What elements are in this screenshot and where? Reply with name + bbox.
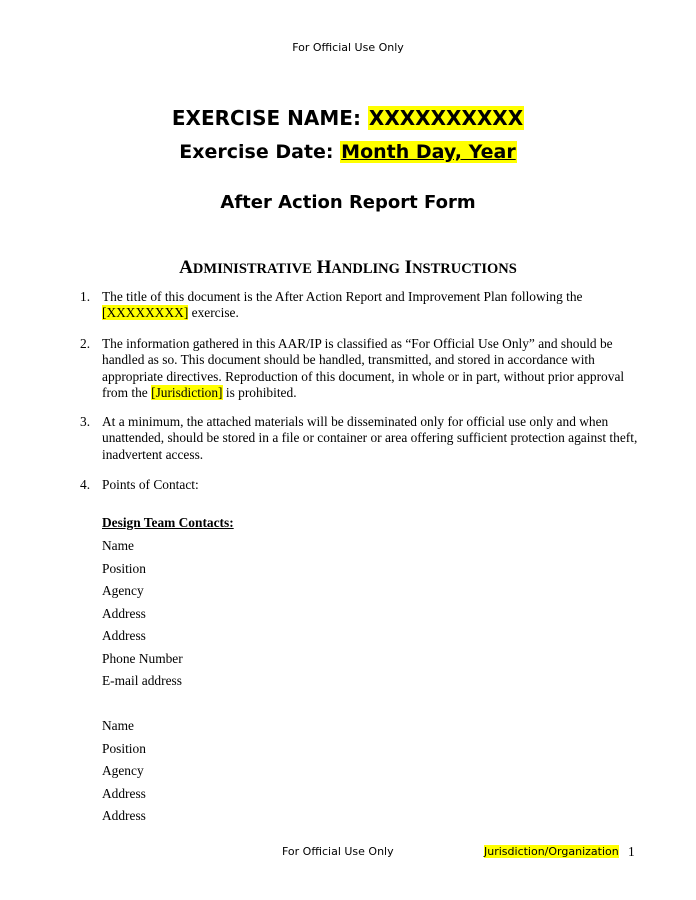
exercise-date-title: [0, 141, 696, 163]
placeholder-highlight: [XXXXXXXX]: [102, 305, 189, 321]
contact-field: Address: [102, 605, 146, 621]
contact-field: Position: [102, 560, 146, 576]
contacts-heading: Design Team Contacts:: [102, 515, 234, 530]
form-title: After Action Report Form: [220, 192, 476, 213]
section-heading: ADMINISTRATIVE HANDLING INSTRUCTIONS: [179, 257, 517, 278]
contact-field: Address: [102, 808, 146, 823]
exercise-date-label: Exercise Date:: [179, 141, 334, 163]
contact-field: Name: [102, 538, 134, 553]
contact-field: Agency: [102, 583, 144, 598]
contact-field: Name: [102, 718, 134, 733]
contact-field: Position: [102, 740, 146, 756]
page-number: 1: [628, 844, 635, 859]
contact-field: Agency: [102, 763, 144, 778]
contact-field: E-mail address: [102, 673, 182, 688]
contact-field: Phone Number: [102, 650, 183, 666]
exercise-name-label: EXERCISE NAME:: [171, 106, 361, 130]
contact-field: Address: [102, 628, 146, 643]
placeholder-highlight: [Jurisdiction]: [151, 384, 223, 400]
contact-field: Address: [102, 785, 146, 801]
exercise-name-value: XXXXXXXXXX: [368, 106, 524, 130]
footer-organization: Jurisdiction/Organization: [484, 845, 619, 858]
footer-classification: For Official Use Only: [282, 845, 394, 858]
exercise-name-title: [0, 106, 696, 130]
page-header: For Official Use Only: [292, 41, 404, 54]
exercise-date-value: Month Day, Year: [341, 141, 516, 163]
